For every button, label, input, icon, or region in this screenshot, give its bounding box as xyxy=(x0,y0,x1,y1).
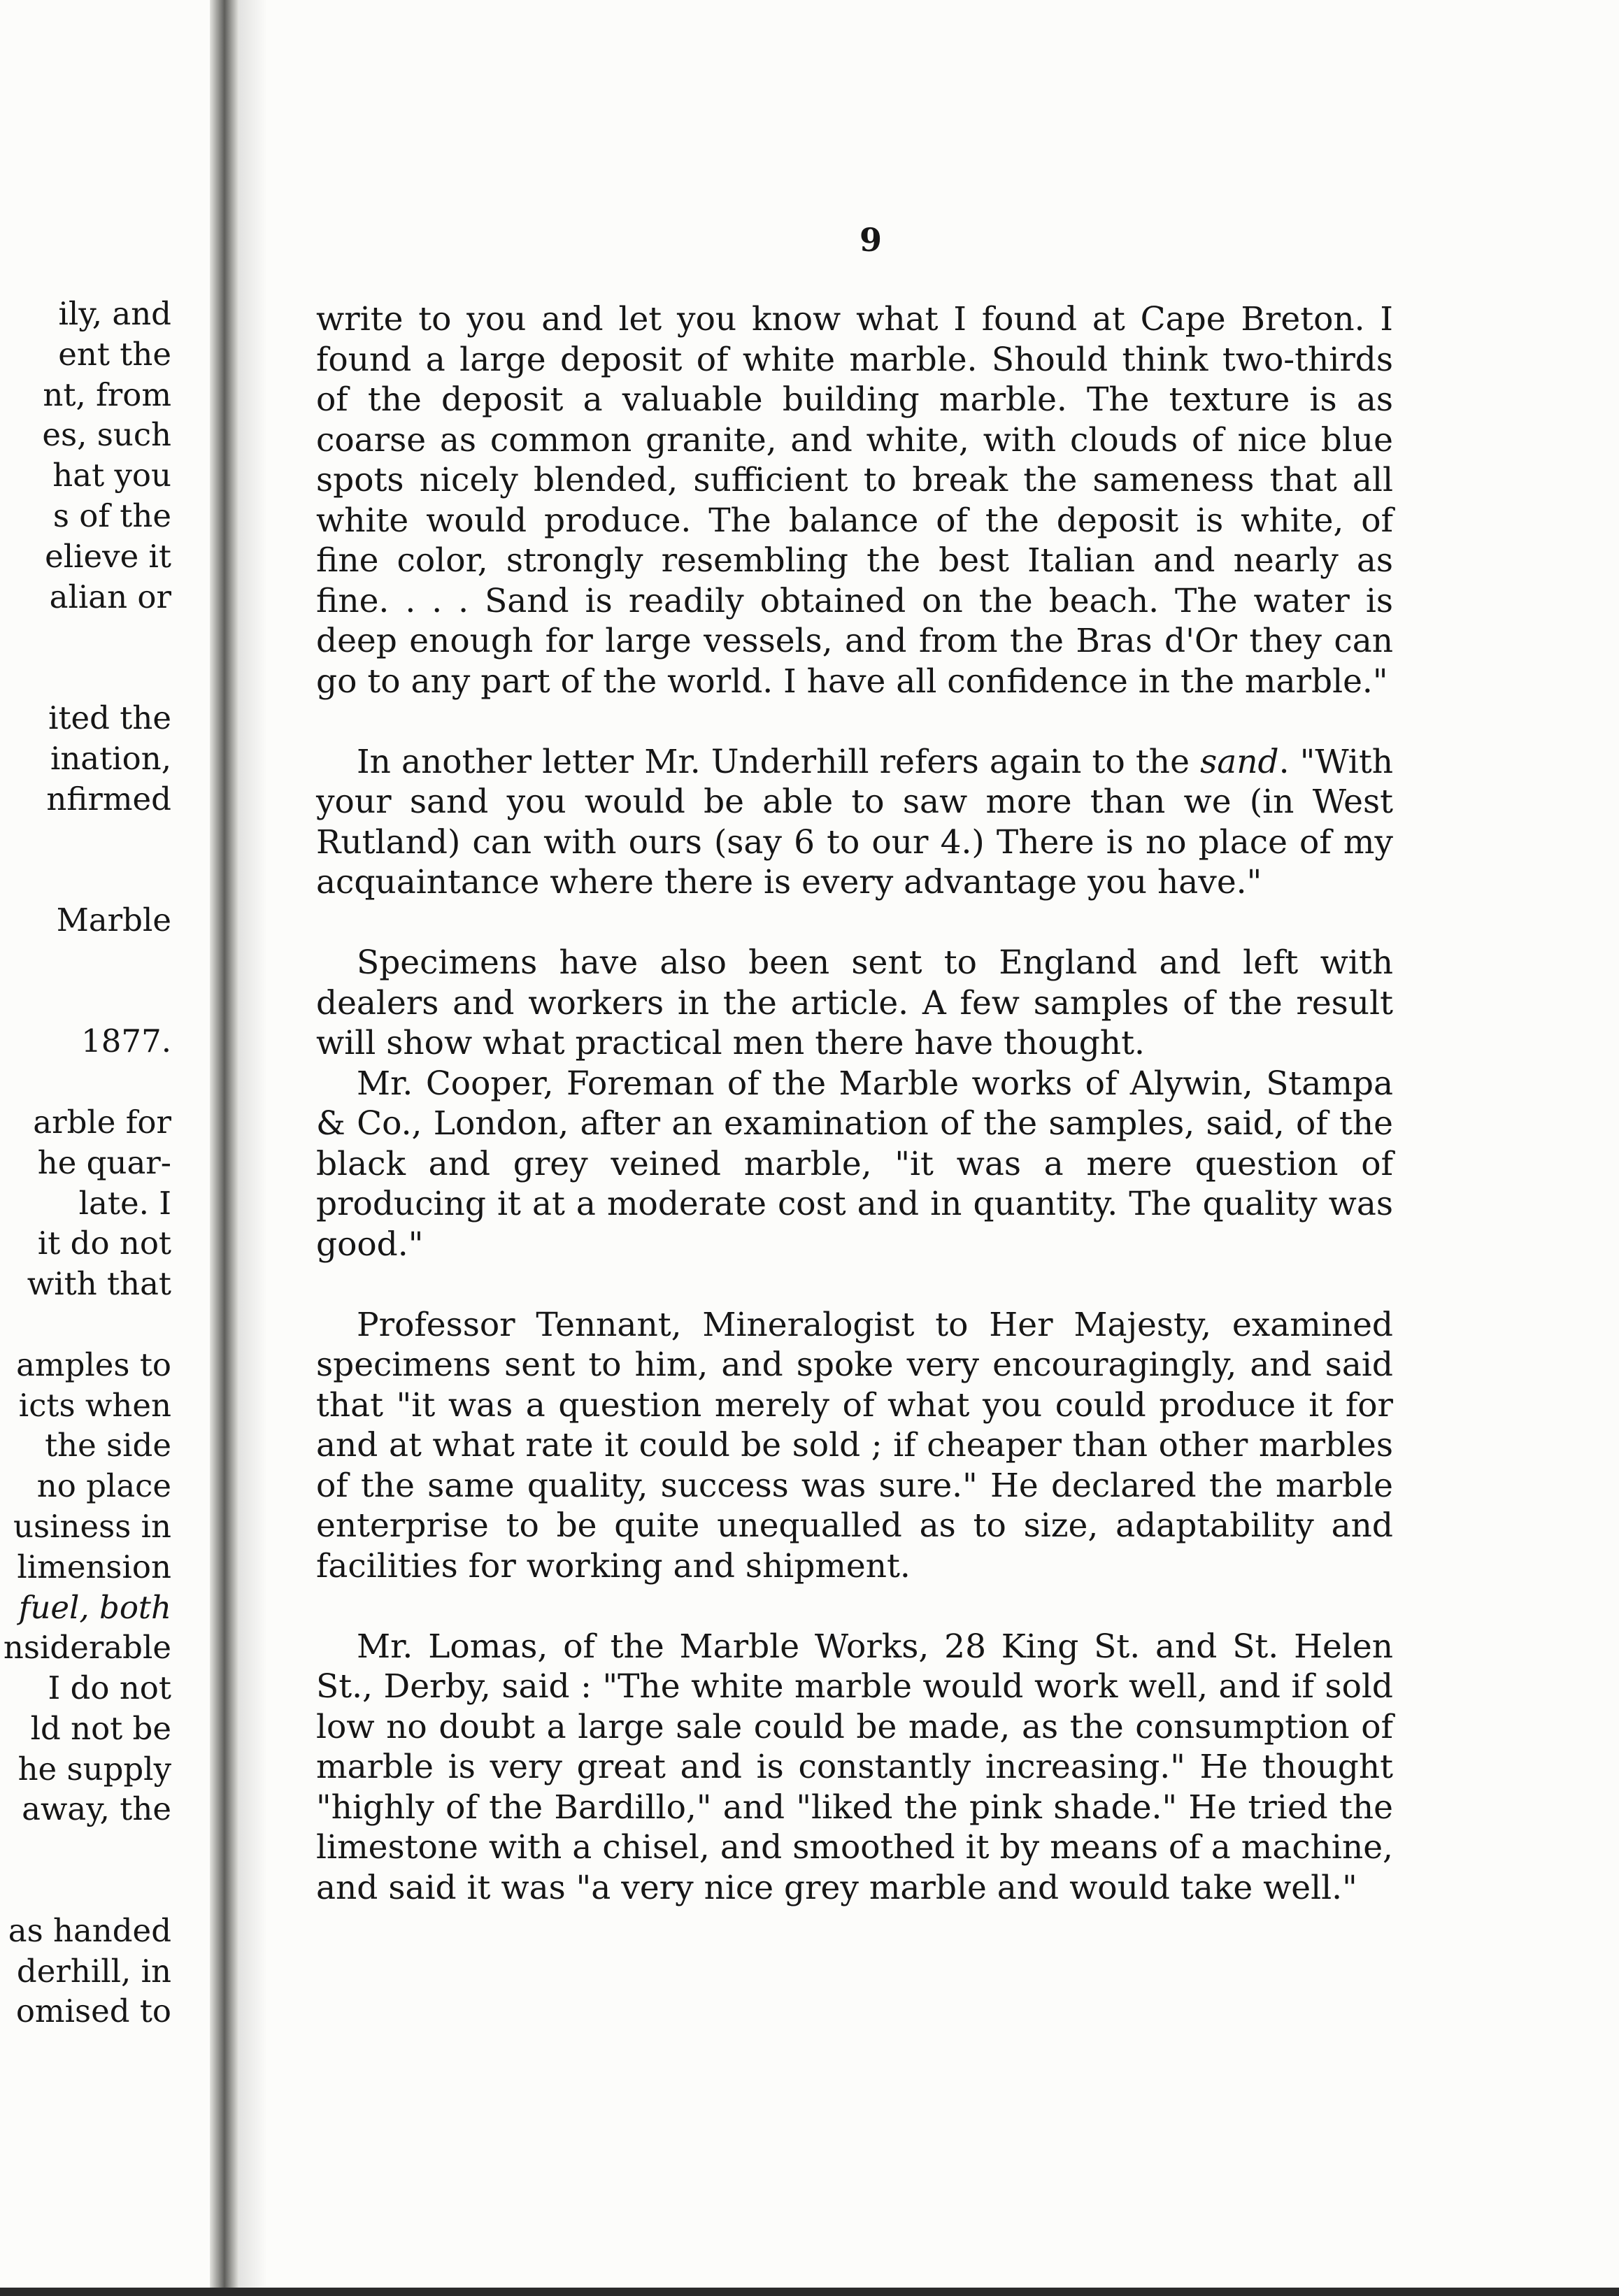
left-line: it do not xyxy=(37,1225,171,1262)
page-bottom-edge xyxy=(0,2288,1619,2296)
right-page-body xyxy=(316,299,1393,1908)
left-line: he quar- xyxy=(37,1143,171,1181)
left-line: es, such xyxy=(42,416,171,454)
left-line: nt, from xyxy=(43,376,171,413)
left-line: I do not xyxy=(48,1669,171,1707)
left-line: ily, and xyxy=(58,295,171,332)
left-line: late. I xyxy=(78,1184,171,1222)
left-line: the side xyxy=(45,1427,171,1464)
left-line: no place xyxy=(36,1467,171,1505)
paragraph-mr-cooper: Mr. Cooper, Foreman of the Marble works of Alywin, Stampa & Co., London, after an examination of the samples, said, of the black and grey veined marble, "it was a mere question of producing it at a moderate cost and in quantity. The quality was good." xyxy=(316,1064,1393,1264)
paragraph-professor-tennant: Professor Tennant, Mineralogist to Her Majesty, examined specimens sent to him, and spoke very encouragingly, and said that "it was a question merely of what you could produce it for and at what rate it could be sold ; if cheaper than other marbles of the same quality, success was sure." He declared the marble enterprise to be quite unequalled as to size, adaptability and facilities for working and shipment. xyxy=(316,1305,1393,1585)
left-line: he supply xyxy=(17,1750,171,1788)
left-line: fuel, both xyxy=(18,1588,171,1626)
paragraph-text: In another letter Mr. Underhill refers again to the xyxy=(357,742,1201,781)
paragraph-text: . "With your sand you would be able to saw more than we (in West Rutland) can with ours (say 6 to our 4.) There is no place of my acquaintance where there is every advantage you have." xyxy=(316,742,1393,901)
left-line: 1877. xyxy=(81,1022,171,1060)
emphasis-sand: sand xyxy=(1200,742,1279,781)
left-line: ination, xyxy=(50,739,171,777)
left-line: nfirmed xyxy=(46,780,171,818)
left-line: limension xyxy=(17,1548,171,1585)
left-line: usiness in xyxy=(13,1507,171,1545)
paragraph-mr-lomas: Mr. Lomas, of the Marble Works, 28 King St. and St. Helen St., Derby, said : "The white marble would work well, and if sold low no doubt a large sale could be made, as the consumption of marble is very great and is constantly increasing." He thought "highly of the Bardillo," and "liked the pink shade." He tried the limestone with a chisel, and smoothed it by means of a machine, and said it was "a very nice grey marble and would take well." xyxy=(316,1627,1393,1907)
left-line: amples to xyxy=(16,1346,171,1383)
gutter-shadow xyxy=(239,0,267,2296)
paragraph-sand-letter xyxy=(316,742,1393,903)
left-line: nsiderable xyxy=(3,1629,171,1667)
left-line: alian or xyxy=(49,578,171,615)
left-line: ited the xyxy=(48,699,171,736)
left-line: ent the xyxy=(58,335,171,373)
left-line: hat you xyxy=(52,457,171,494)
book-gutter xyxy=(210,0,239,2296)
left-line: Marble xyxy=(56,901,171,939)
left-line: derhill, in xyxy=(16,1952,171,1990)
left-line: ld not be xyxy=(30,1709,171,1747)
left-line: icts when xyxy=(18,1386,171,1424)
paragraph-letter-excerpt: write to you and let you know what I found at Cape Breton. I found a large deposit of white marble. Should think two-thirds of the deposit a valuable building marble. The texture is as coarse as common granite, and white, with clouds of nice blue spots nicely blended, sufficient to break the sameness that all white would produce. The balance of the deposit is white, of fine color, strongly resembling the best Italian and nearly as fine. . . . Sand is readily obtained on the beach. The water is deep enough for large vessels, and from the Bras d'Or they can go to any part of the world. I have all confidence in the marble." xyxy=(316,300,1393,701)
left-page-fragments xyxy=(0,294,171,2032)
left-line: with that xyxy=(27,1265,171,1303)
left-line: away, the xyxy=(22,1790,171,1828)
paragraph-specimens-england: Specimens have also been sent to England and left with dealers and workers in the article. A few samples of the result will show what practical men there have thought. xyxy=(316,943,1393,1062)
left-line: arble for xyxy=(33,1103,171,1141)
left-line: omised to xyxy=(15,1992,171,2030)
left-line: elieve it xyxy=(45,537,171,575)
page-number: 9 xyxy=(859,221,882,259)
left-line: s of the xyxy=(52,497,171,534)
left-line: as handed xyxy=(8,1911,171,1949)
